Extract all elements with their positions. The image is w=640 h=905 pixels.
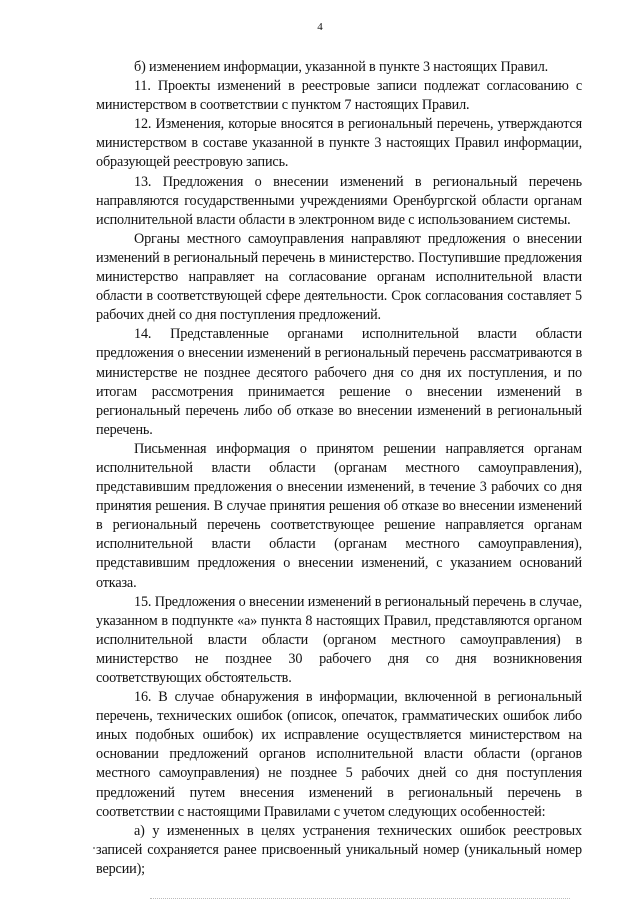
document-body [96, 58, 582, 879]
paragraph-10b: б) изменением информации, указанной в пункте 3 настоящих Правил. [134, 59, 549, 75]
paragraph-13-local: Органы местного самоуправления направляют предложения о внесении изменений в региональный перечень в министерство. Поступившие предложения министерство направляет на согласование органам исполнительной власти области в соответствующей сфере деятельности. Срок согласования составляет 5 рабочих дней со дня поступления предложений. [96, 230, 582, 324]
paragraph-15: 15. Предложения о внесении изменений в региональный перечень в случае, указанном в подпункте «а» пункта 8 настоящих Правил, представляются органом исполнительной власти области (органом местного самоуправления) в министерство не позднее 30 рабочего дня со дня возникновения соответствующих обстоятельств. [96, 593, 582, 686]
page-number: 4 [317, 21, 323, 33]
scan-edge-artifact [150, 898, 570, 899]
scan-speck [93, 847, 95, 849]
paragraph-13: 13. Предложения о внесении изменений в региональный перечень направляются государственными учреждениями Оренбургской области органам исполнительной власти области в электронном виде с использованием системы. [96, 173, 582, 228]
paragraph-14: 14. Представленные органами исполнительной власти области предложения о внесении изменений в региональный перечень рассматриваются в министерстве не позднее десятого рабочего дня со дня их поступления, и по итогам рассмотрения принимается решение о внесении изменений в региональный перечень либо об отказе во внесении изменений в региональный перечень. [96, 326, 582, 438]
paragraph-16a: а) у измененных в целях устранения технических ошибок реестровых записей сохраняется ранее присвоенный уникальный номер (уникальный номер версии); [96, 822, 582, 877]
paragraph-11: 11. Проекты изменений в реестровые записи подлежат согласованию с министерством в соответствии с пунктом 7 настоящих Правил. [96, 78, 582, 114]
paragraph-12: 12. Изменения, которые вносятся в региональный перечень, утверждаются министерством в составе указанной в пункте 3 настоящих Правил информации, образующей реестровую запись. [96, 116, 582, 171]
paragraph-16: 16. В случае обнаружения в информации, включенной в региональный перечень, технических ошибок (описок, опечаток, грамматических ошибок либо иных подобных ошибок) их исправление осуществляется министерством на основании предложений органов исполнительной власти области (органов местного самоуправления) не позднее 5 рабочих дней со дня поступления предложений путем внесения изменений в региональный перечень в соответствии с настоящими Правилами с учетом следующих особенностей: [96, 689, 582, 820]
paragraph-14-info: Письменная информация о принятом решении направляется органам исполнительной власти области (органам местного самоуправления), представившим предложения о внесении изменений, в течение 3 рабочих со дня принятия решения. В случае принятия решения об отказе во внесении изменений в региональный перечень соответствующее решение направляется органам исполнительной власти области (органам местного самоуправления), представившим предложения о внесении изменений, с указанием оснований отказа. [96, 440, 582, 591]
